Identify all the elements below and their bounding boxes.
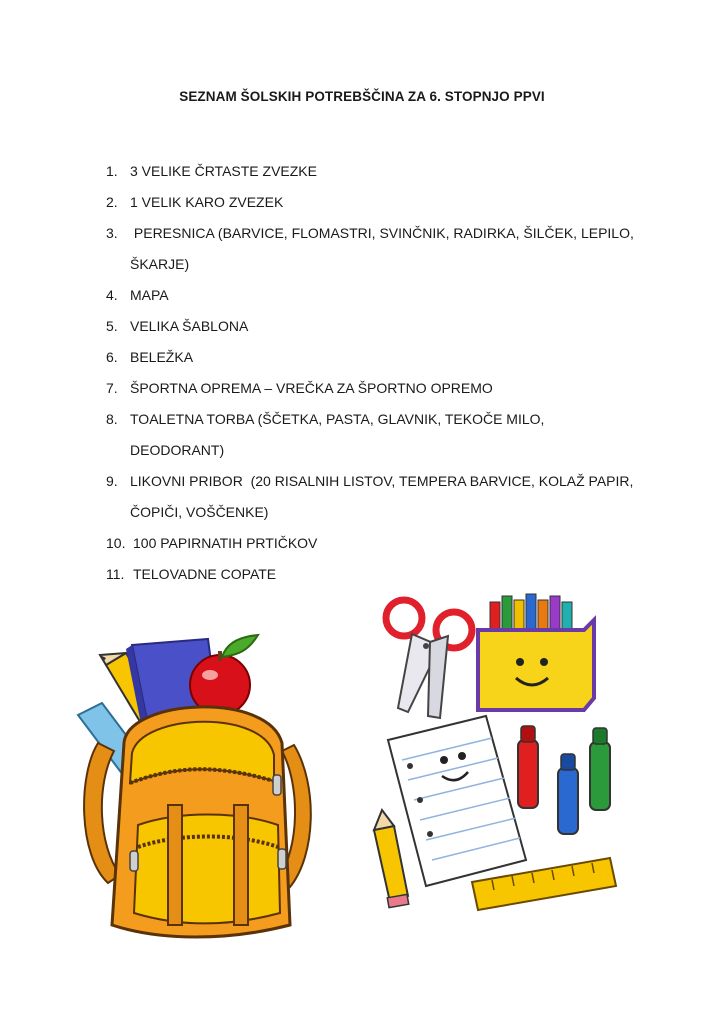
item-number: 7. (106, 380, 118, 396)
item-text: BELEŽKA (130, 349, 194, 365)
school-supplies-icon (368, 590, 624, 920)
notebook-paper-icon (388, 716, 526, 886)
item-text-continuation: ČOPIČI, VOŠČENKE) (130, 504, 269, 520)
backpack-icon (68, 625, 320, 943)
item-text: TOALETNA TORBA (ŠČETKA, PASTA, GLAVNIK, TEKOČE MILO, (130, 411, 545, 427)
item-number: 1. (106, 163, 118, 179)
item-text-continuation: DEODORANT) (130, 442, 225, 458)
item-text-continuation: ŠKARJE) (130, 256, 190, 272)
scissors-icon (386, 600, 472, 718)
item-number: 4. (106, 287, 118, 303)
item-number: 6. (106, 349, 118, 365)
page-title: SEZNAM ŠOLSKIH POTREBŠČINA ZA 6. STOPNJO PPVI (179, 89, 545, 104)
item-number: 11. (106, 566, 125, 582)
item-text: 3 VELIKE ČRTASTE ZVEZKE (130, 163, 317, 179)
crayon-box-icon (478, 594, 594, 710)
item-number: 10. (106, 535, 126, 551)
item-number: 3. (106, 225, 118, 241)
item-text: PERESNICA (BARVICE, FLOMASTRI, SVINČNIK, RADIRKA, ŠILČEK, LEPILO, (130, 225, 634, 241)
marker-icon (518, 726, 610, 834)
item-number: 8. (106, 411, 118, 427)
item-text: TELOVADNE COPATE (133, 566, 277, 582)
item-number: 9. (106, 473, 118, 489)
item-text: MAPA (130, 287, 169, 303)
item-text: LIKOVNI PRIBOR (20 RISALNIH LISTOV, TEMPERA BARVICE, KOLAŽ PAPIR, (130, 473, 634, 489)
pencil-icon (374, 810, 409, 908)
item-text: ŠPORTNA OPREMA – VREČKA ZA ŠPORTNO OPREMO (130, 380, 493, 396)
item-number: 5. (106, 318, 118, 334)
item-number: 2. (106, 194, 118, 210)
item-text: VELIKA ŠABLONA (130, 318, 249, 334)
item-text: 1 VELIK KARO ZVEZEK (130, 194, 284, 210)
item-text: 100 PAPIRNATIH PRTIČKOV (133, 535, 318, 551)
